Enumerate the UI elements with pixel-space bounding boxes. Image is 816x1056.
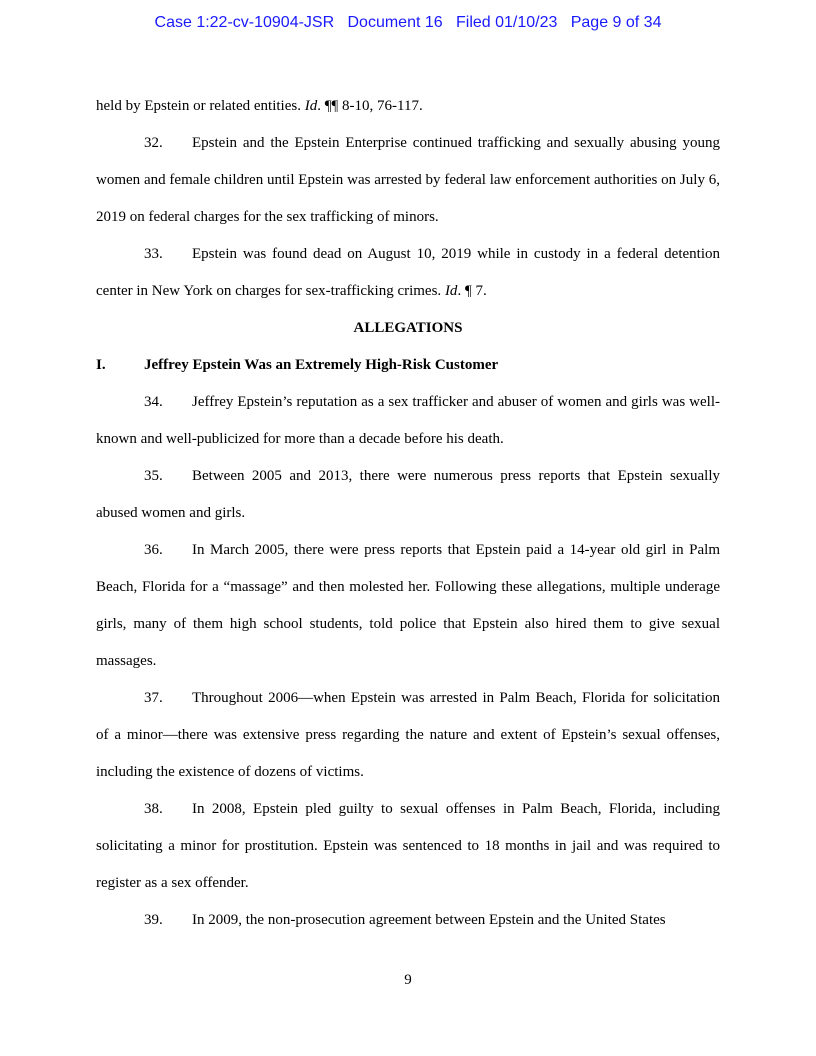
paragraph-37 [96, 680, 720, 791]
paragraph-number: 36. [144, 542, 163, 558]
section-heading-allegations: ALLEGATIONS [353, 320, 463, 336]
citation-id: Id [304, 98, 318, 114]
paragraph-text: In 2008, Epstein pled guilty to sexual offenses in Palm Beach, Florida, including solicitating a minor for prostitution. Epstein was sentenced to 18 months in jail and was required to register as a sex offender. [96, 801, 720, 891]
continuation-text: held by Epstein or related entities. [96, 98, 305, 114]
paragraph-33 [96, 236, 720, 310]
paragraph-number: 39. [144, 912, 163, 928]
paragraph-number: 35. [144, 468, 163, 484]
page-number: 9 [404, 972, 412, 988]
paragraph-text: Between 2005 and 2013, there were numerous press reports that Epstein sexually abused women and girls. [96, 468, 720, 521]
subheading-high-risk-customer [96, 347, 720, 384]
citation-rest: . ¶ 7. [457, 283, 487, 299]
paragraph-number: 34. [144, 394, 163, 410]
paragraph-38 [96, 791, 720, 902]
citation-id: Id [444, 283, 458, 299]
document-body [96, 88, 720, 939]
paragraph-text: In 2009, the non-prosecution agreement between Epstein and the United States [192, 912, 666, 928]
case-header: Case 1:22-cv-10904-JSR Document 16 Filed 01/10/23 Page 9 of 34 [154, 14, 662, 31]
paragraph-36 [96, 532, 720, 680]
paragraph-35 [96, 458, 720, 532]
paragraph-number: 37. [144, 690, 163, 706]
paragraph-text: Jeffrey Epstein’s reputation as a sex trafficker and abuser of women and girls was well-known and well-publicized for more than a decade before his death. [96, 394, 720, 447]
paragraph-34 [96, 384, 720, 458]
paragraph-text: Epstein and the Epstein Enterprise continued trafficking and sexually abusing young women and female children until Epstein was arrested by federal law enforcement authorities on July 6, 2019 on federal charges for the sex trafficking of minors. [96, 135, 720, 225]
citation-rest: . ¶¶ 8-10, 76-117. [317, 98, 423, 114]
paragraph-32 [96, 125, 720, 236]
paragraph-number: 32. [144, 135, 163, 151]
paragraph-number: 38. [144, 801, 163, 817]
paragraph-text: In March 2005, there were press reports that Epstein paid a 14-year old girl in Palm Beach, Florida for a “massage” and then molested her. Following these allegations, multiple underage girls, many of them high school students, told police that Epstein also hired them to give sexual massages. [96, 542, 720, 669]
paragraph-39 [96, 902, 720, 939]
paragraph-text: Throughout 2006—when Epstein was arrested in Palm Beach, Florida for solicitation of a minor—there was extensive press regarding the nature and extent of Epstein’s sexual offenses, including the existence of dozens of victims. [96, 690, 720, 780]
paragraph-text: Epstein was found dead on August 10, 2019 while in custody in a federal detention center in New York on charges for sex-trafficking crimes. [96, 246, 720, 299]
subheading-text: Jeffrey Epstein Was an Extremely High-Risk Customer [144, 357, 499, 373]
continuation-paragraph [96, 88, 720, 125]
subheading-numeral: I. [96, 357, 106, 373]
paragraph-number: 33. [144, 246, 163, 262]
